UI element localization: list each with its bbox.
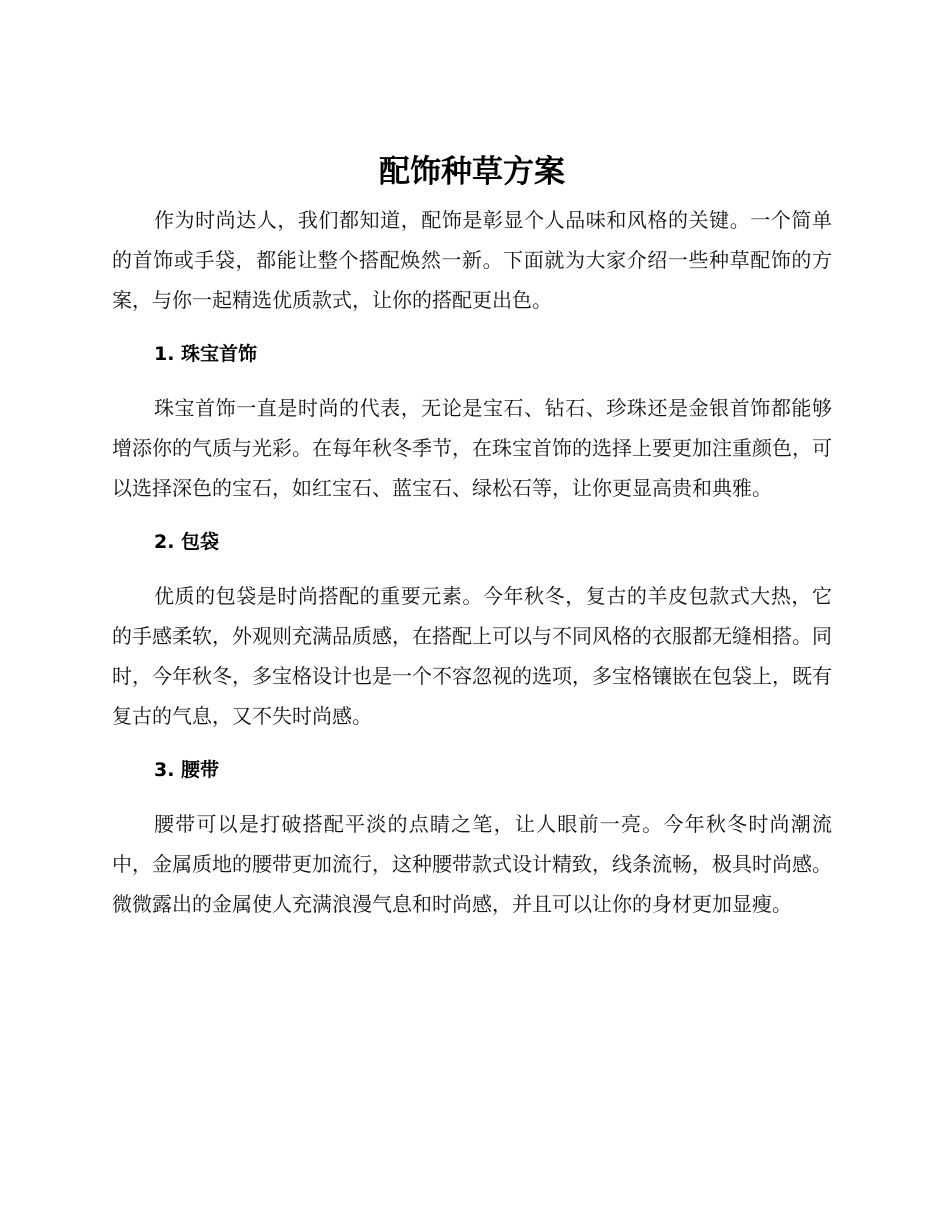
section-body-jewelry: 珠宝首饰一直是时尚的代表，无论是宝石、钻石、珍珠还是金银首饰都能够增添你的气质与光彩。在每年秋冬季节，在珠宝首饰的选择上要更加注重颜色，可以选择深色的宝石，如红宝石、蓝宝石、绿松石等，让你更显高贵和典雅。 [112,396,832,500]
document-title: 配饰种草方案 [379,154,565,190]
section-body-belts: 腰带可以是打破搭配平淡的点睛之笔，让人眼前一亮。今年秋冬时尚潮流中，金属质地的腰带更加流行，这种腰带款式设计精致，线条流畅，极具时尚感。微微露出的金属使人充满浪漫气息和时尚感，并且可以让你的身材更加显瘦。 [112,812,832,916]
section-heading-bags: 2. 包袋 [154,531,220,553]
intro-paragraph: 作为时尚达人，我们都知道，配饰是彰显个人品味和风格的关键。一个简单的首饰或手袋，都能让整个搭配焕然一新。下面就为大家介绍一些种草配饰的方案，与你一起精选优质款式，让你的搭配更出色。 [112,208,832,312]
section-body-bags: 优质的包袋是时尚搭配的重要元素。今年秋冬，复古的羊皮包款式大热，它的手感柔软，外观则充满品质感，在搭配上可以与不同风格的衣服都无缝相搭。同时，今年秋冬，多宝格设计也是一个不容忽视的选项，多宝格镶嵌在包袋上，既有复古的气息，又不失时尚感。 [112,584,832,728]
section-heading-jewelry: 1. 珠宝首饰 [154,343,258,365]
document-body [112,148,832,924]
section-heading-belts: 3. 腰带 [154,759,220,781]
